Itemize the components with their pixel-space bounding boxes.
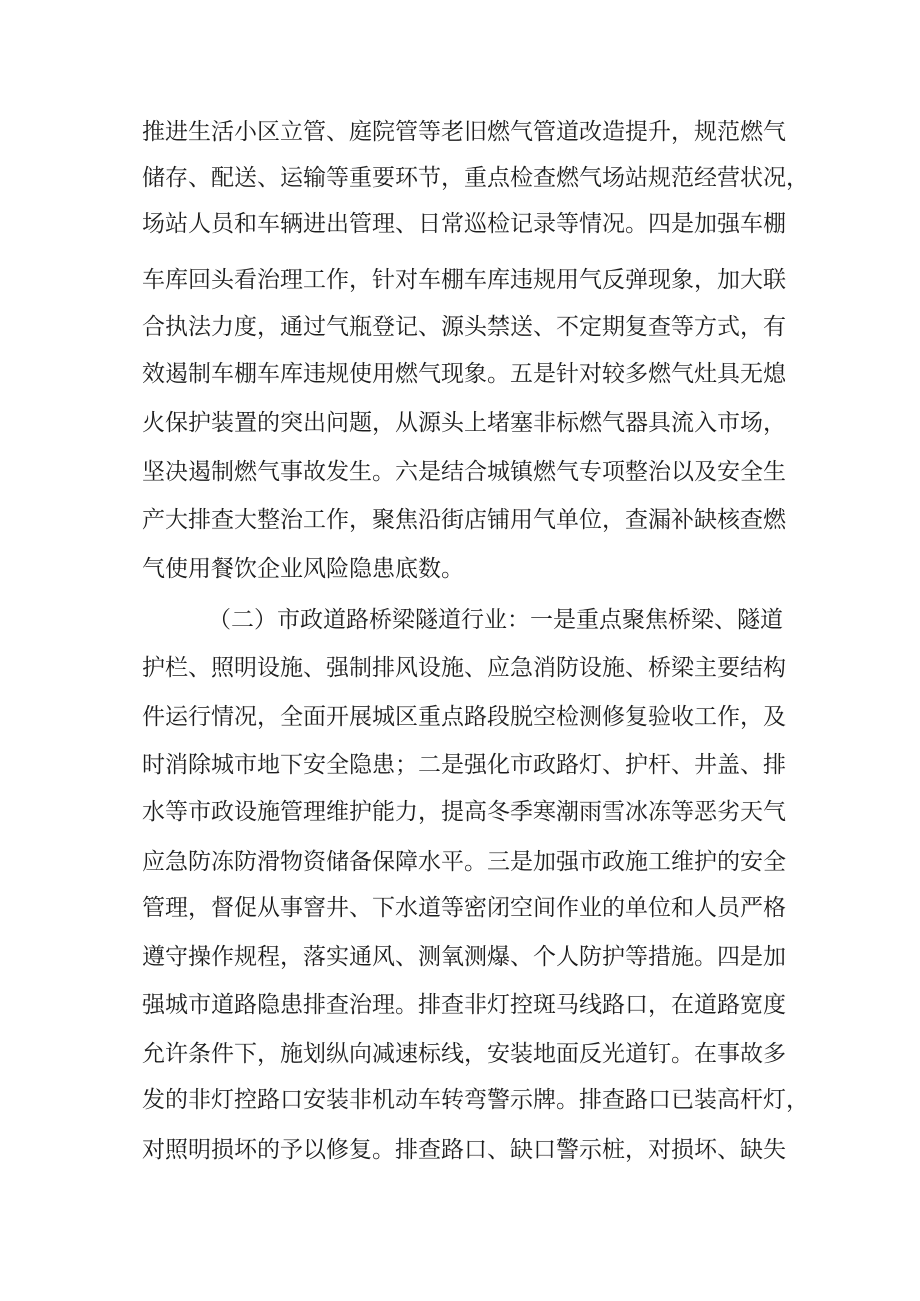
text-line: 管理，督促从事窨井、下水道等密闭空间作业的单位和人员严格 <box>142 895 786 921</box>
text-line: 对照明损坏的予以修复。排查路口、缺口警示桩，对损坏、缺失 <box>142 1137 786 1163</box>
text-line: 水等市政设施管理维护能力，提高冬季寒潮雨雪冰冻等恶劣天气 <box>142 799 786 825</box>
text-line: 护栏、照明设施、强制排风设施、应急消防设施、桥梁主要结构 <box>142 655 786 681</box>
text-line: 发的非灯控路口安装非机动车转弯警示牌。排查路口已装高杆灯， <box>142 1087 809 1113</box>
text-line: 合执法力度，通过气瓶登记、源头禁送、不定期复查等方式，有 <box>142 314 786 340</box>
text-line: 件运行情况，全面开展城区重点路段脱空检测修复验收工作，及 <box>142 704 786 730</box>
paragraph-start-line: （二）市政道路桥梁隧道行业：一是重点聚焦桥梁、隧道 <box>208 607 783 633</box>
text-line: 火保护装置的突出问题，从源头上堵塞非标燃气器具流入市场， <box>142 410 786 436</box>
text-line: 强城市道路隐患排查治理。排查非灯控斑马线路口，在道路宽度 <box>142 992 786 1018</box>
text-line: 坚决遏制燃气事故发生。六是结合城镇燃气专项整治以及安全生 <box>142 459 786 485</box>
text-line: 允许条件下，施划纵向减速标线，安装地面反光道钉。在事故多 <box>142 1041 786 1067</box>
text-line: 车库回头看治理工作，针对车棚车库违规用气反弹现象，加大联 <box>142 267 786 293</box>
text-line: 场站人员和车辆进出管理、日常巡检记录等情况。四是加强车棚 <box>142 211 786 237</box>
text-line: 气使用餐饮企业风险隐患底数。 <box>142 556 464 582</box>
text-line: 遵守操作规程，落实通风、测氧测爆、个人防护等措施。四是加 <box>142 944 786 970</box>
text-line: 储存、配送、运输等重要环节，重点检查燃气场站规范经营状况， <box>142 165 809 191</box>
text-line: 时消除城市地下安全隐患；二是强化市政路灯、护杆、井盖、排 <box>142 752 786 778</box>
text-line: 推进生活小区立管、庭院管等老旧燃气管道改造提升，规范燃气 <box>142 119 786 145</box>
text-line: 应急防冻防滑物资储备保障水平。三是加强市政施工维护的安全 <box>142 849 786 875</box>
text-line: 效遏制车棚车库违规使用燃气现象。五是针对较多燃气灶具无熄 <box>142 361 786 387</box>
text-line: 产大排查大整治工作，聚焦沿街店铺用气单位，查漏补缺核查燃 <box>142 507 786 533</box>
